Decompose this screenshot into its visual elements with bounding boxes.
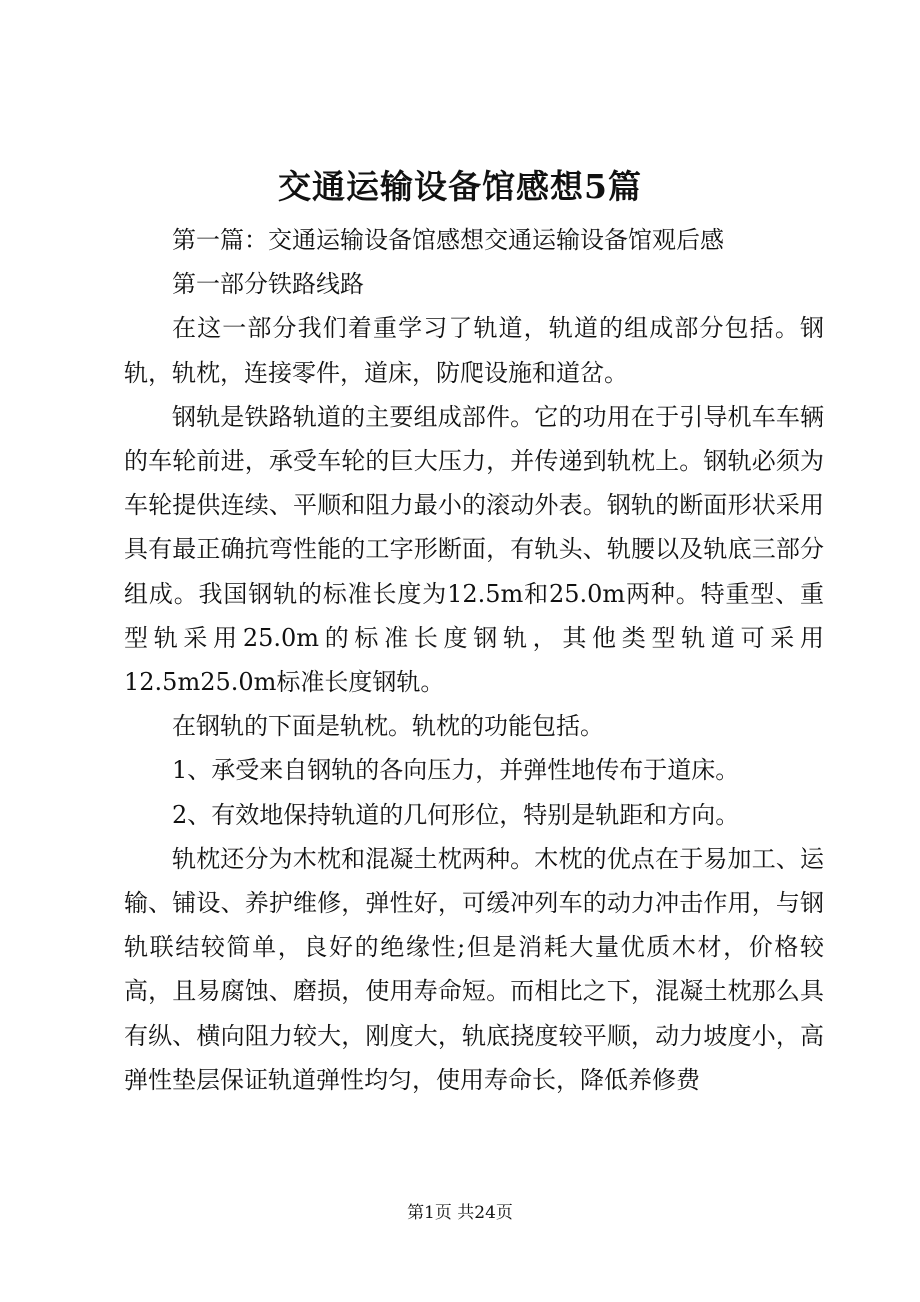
paragraph-sleeper-intro: 在钢轨的下面是轨枕。轨枕的功能包括。	[172, 712, 604, 741]
paragraph-sleeper-types: 轨枕还分为木枕和混凝土枕两种。木枕的优点在于易加工、运输、铺设、养护维修，弹性好，可缓冲列车的动力冲击作用，与钢轨联结较简单，良好的绝缘性;但是消耗大量优质木材，价格较高，且易腐蚀、磨损，使用寿命短。而相比之下，混凝土枕那么具有纵、横向阻力较大，刚度大，轨底挠度较平顺，动力坡度小，高弹性垫层保证轨道弹性均匀，使用寿命长，降低养修费	[124, 844, 824, 1094]
paragraph-part-heading: 第一部分铁路线路	[172, 270, 364, 299]
paragraph-sleeper-function-2: 2、有效地保持轨道的几何形位，特别是轨距和方向。	[172, 800, 740, 829]
paragraph-rail-description: 钢轨是铁路轨道的主要组成部件。它的功用在于引导机车车辆的车轮前进，承受车轮的巨大压力，并传递到轨枕上。钢轨必须为车轮提供连续、平顺和阻力最小的滚动外表。钢轨的断面形状采用具有最正确抗弯性能的工字形断面，有轨头、轨腰以及轨底三部分组成。我国钢轨的标准长度为12.5m和25.0m两种。特重型、重型轨采用25.0m的标准长度钢轨，其他类型轨道可采用12.5m25.0m标准长度钢轨。	[124, 402, 824, 697]
page-number-footer: 第1页 共24页	[407, 1203, 513, 1223]
document-body	[124, 218, 824, 1102]
paragraph-section-heading: 第一篇：交通运输设备馆感想交通运输设备馆观后感	[172, 226, 724, 254]
paragraph-track-components: 在这一部分我们着重学习了轨道，轨道的组成部分包括。钢轨，轨枕，连接零件，道床，防爬设施和道岔。	[124, 314, 824, 387]
paragraph-sleeper-function-1: 1、承受来自钢轨的各向压力，并弹性地传布于道床。	[172, 756, 740, 785]
document-title: 交通运输设备馆感想5篇	[278, 167, 642, 206]
